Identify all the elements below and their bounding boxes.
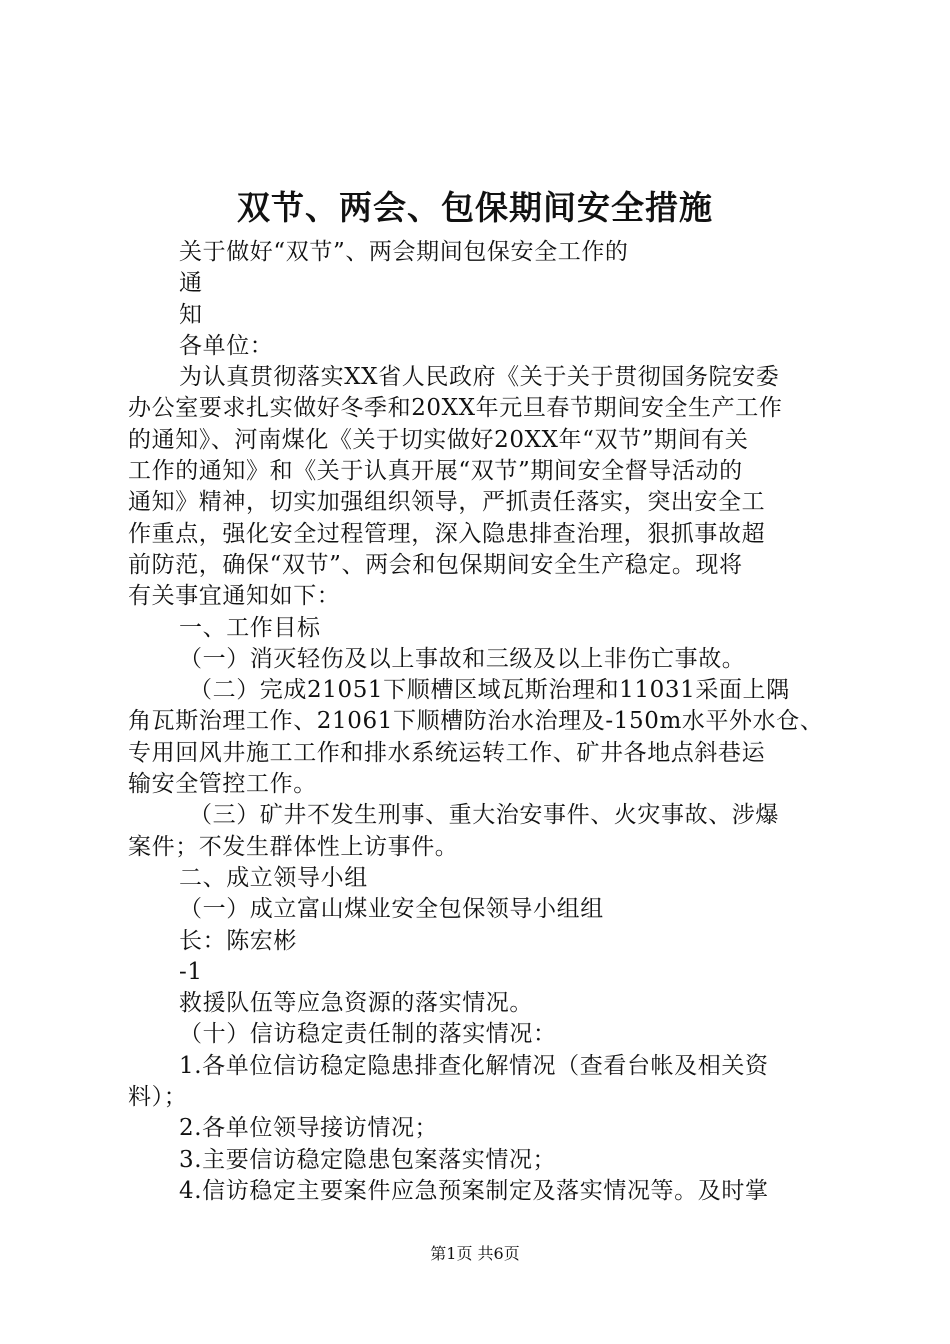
paragraph-line: 1.各单位信访稳定隐患排查化解情况（查看台帐及相关资 bbox=[179, 1052, 769, 1079]
paragraph-line: 前防范，确保“双节”、两会和包保期间安全生产稳定。现将 bbox=[128, 551, 743, 578]
section-heading: 二、成立领导小组 bbox=[179, 864, 368, 891]
notice-heading-line-2: 通 bbox=[179, 270, 203, 297]
paragraph-line: 角瓦斯治理工作、21061下顺槽防治水治理及-150m水平外水仓、 bbox=[128, 708, 824, 735]
document-body bbox=[128, 237, 833, 1207]
paragraph-line: 办公室要求扎实做好冬季和20XX年元旦春节期间安全生产工作 bbox=[128, 395, 783, 422]
section-heading: 一、工作目标 bbox=[179, 614, 321, 641]
paragraph-line: 工作的通知》和《关于认真开展“双节”期间安全督导活动的 bbox=[128, 458, 743, 485]
paragraph-line: （一）消灭轻伤及以上事故和三级及以上非伤亡事故。 bbox=[179, 645, 746, 672]
salutation: 各单位： bbox=[179, 332, 274, 359]
paragraph-line: 输安全管控工作。 bbox=[128, 771, 317, 798]
paragraph-line: 3.主要信访稳定隐患包案落实情况； bbox=[179, 1146, 557, 1173]
paragraph-line: 为认真贯彻落实XX省人民政府《关于关于贯彻国务院安委 bbox=[179, 364, 780, 391]
paragraph-line: 救援队伍等应急资源的落实情况。 bbox=[179, 990, 533, 1017]
paragraph-line: （一）成立富山煤业安全包保领导小组组 bbox=[179, 896, 604, 923]
paragraph-line: 专用回风井施工工作和排水系统运转工作、矿井各地点斜巷运 bbox=[128, 739, 766, 766]
paragraph-line: 的通知》、河南煤化《关于切实做好20XX年“双节”期间有关 bbox=[128, 426, 749, 453]
paragraph-line: 有关事宜通知如下： bbox=[128, 583, 341, 610]
page-footer: 第1页 共6页 bbox=[430, 1244, 520, 1263]
paragraph-line: 作重点，强化安全过程管理，深入隐患排查治理，狠抓事故超 bbox=[128, 520, 766, 547]
notice-heading-line-1: 关于做好“双节”、两会期间包保安全工作的 bbox=[179, 239, 629, 265]
paragraph-line: （三）矿井不发生刑事、重大治安事件、火灾事故、涉爆 bbox=[189, 802, 779, 829]
paragraph-line: -1 bbox=[179, 958, 203, 985]
paragraph-line: （十）信访稳定责任制的落实情况： bbox=[179, 1021, 557, 1048]
paragraph-line: 案件；不发生群体性上访事件。 bbox=[128, 833, 459, 860]
paragraph-line: 4.信访稳定主要案件应急预案制定及落实情况等。及时掌 bbox=[179, 1177, 769, 1204]
paragraph-line: 2.各单位领导接访情况； bbox=[179, 1115, 439, 1142]
document-title: 双节、两会、包保期间安全措施 bbox=[237, 188, 713, 227]
paragraph-line: 长：陈宏彬 bbox=[179, 927, 297, 954]
notice-heading-line-3: 知 bbox=[179, 301, 203, 328]
paragraph-line: 料）； bbox=[128, 1084, 188, 1111]
paragraph-line: （二）完成21051下顺槽区域瓦斯治理和11031采面上隅 bbox=[189, 677, 790, 704]
paragraph-line: 通知》精神，切实加强组织领导，严抓责任落实，突出安全工 bbox=[128, 489, 766, 516]
